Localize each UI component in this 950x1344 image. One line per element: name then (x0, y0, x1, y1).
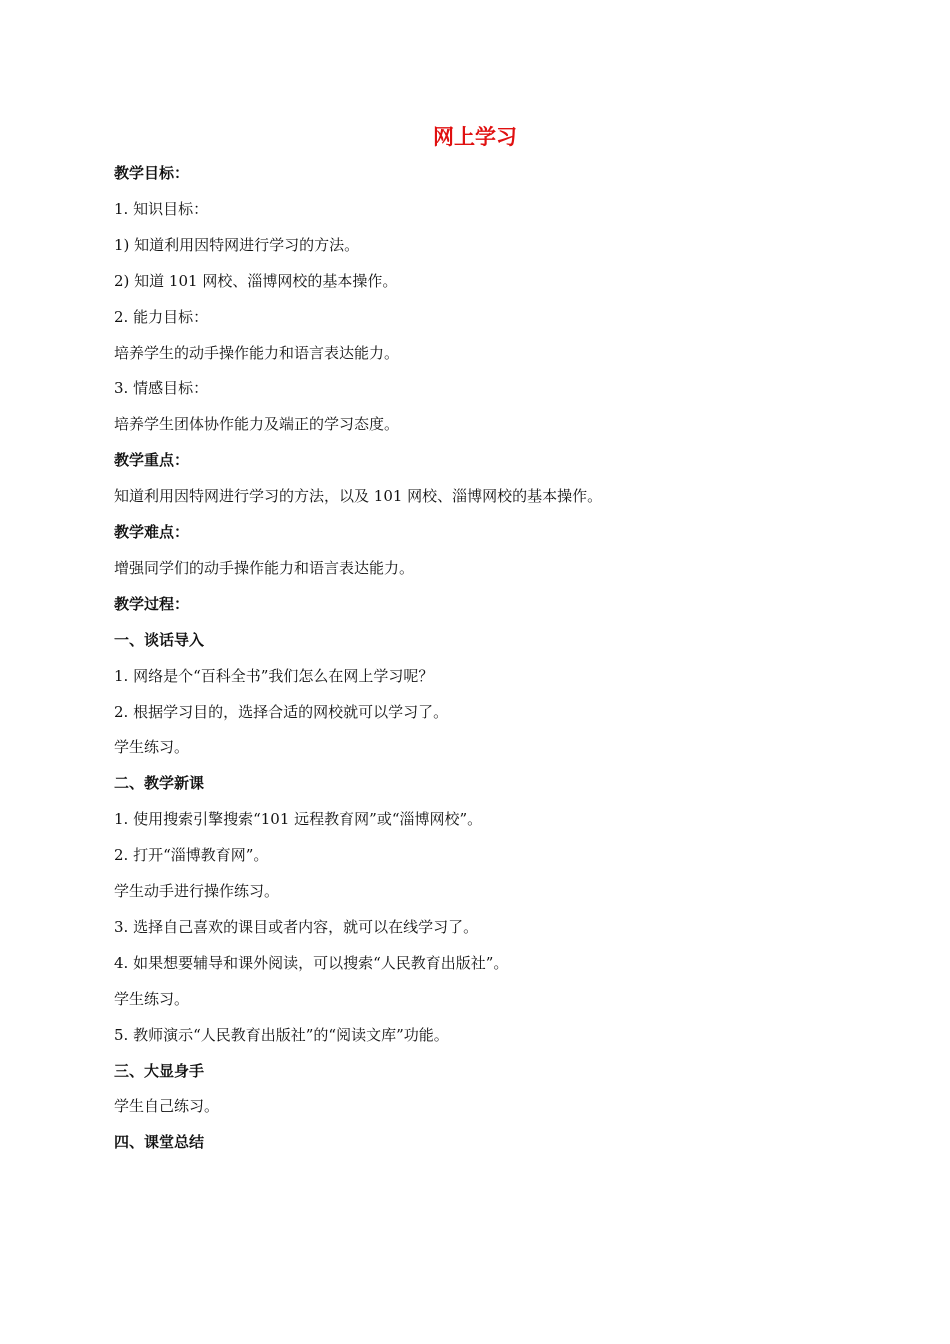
text-line: 2. 根据学习目的，选择合适的网校就可以学习了。 (114, 703, 449, 721)
text-line: 知道利用因特网进行学习的方法，以及 101 网校、淄博网校的基本操作。 (114, 487, 603, 505)
section-heading: 二、教学新课 (114, 774, 205, 792)
page-title: 网上学习 (433, 125, 517, 149)
text-line: 2) 知道 101 网校、淄博网校的基本操作。 (114, 272, 398, 290)
text-line: 2. 打开“淄博教育网”。 (114, 846, 269, 864)
text-line: 2. 能力目标： (114, 308, 209, 326)
text-line: 5. 教师演示“人民教育出版社”的“阅读文库”功能。 (114, 1026, 449, 1044)
text-line: 培养学生团体协作能力及端正的学习态度。 (114, 415, 400, 433)
text-line: 3. 情感目标： (114, 379, 209, 397)
text-line: 学生动手进行操作练习。 (114, 882, 280, 900)
section-heading: 三、大显身手 (114, 1062, 205, 1080)
section-heading: 教学目标： (114, 164, 190, 182)
text-line: 学生练习。 (114, 738, 190, 756)
text-line: 培养学生的动手操作能力和语言表达能力。 (114, 344, 400, 362)
text-line: 1) 知道利用因特网进行学习的方法。 (114, 236, 360, 254)
section-heading: 四、课堂总结 (114, 1133, 205, 1151)
text-line: 1. 知识目标： (114, 200, 209, 218)
text-line: 学生练习。 (114, 990, 190, 1008)
text-line: 1. 网络是个“百科全书”我们怎么在网上学习呢？ (114, 667, 434, 685)
section-heading: 一、谈话导入 (114, 631, 205, 649)
text-line: 1. 使用搜索引擎搜索“101 远程教育网”或“淄博网校”。 (114, 810, 483, 828)
text-line: 4. 如果想要辅导和课外阅读，可以搜索“人民教育出版社”。 (114, 954, 509, 972)
text-line: 3. 选择自己喜欢的课目或者内容，就可以在线学习了。 (114, 918, 479, 936)
section-heading: 教学重点： (114, 451, 190, 469)
text-line: 学生自己练习。 (114, 1097, 220, 1115)
section-heading: 教学过程： (114, 595, 190, 613)
section-heading: 教学难点： (114, 523, 190, 541)
text-line: 增强同学们的动手操作能力和语言表达能力。 (114, 559, 415, 577)
